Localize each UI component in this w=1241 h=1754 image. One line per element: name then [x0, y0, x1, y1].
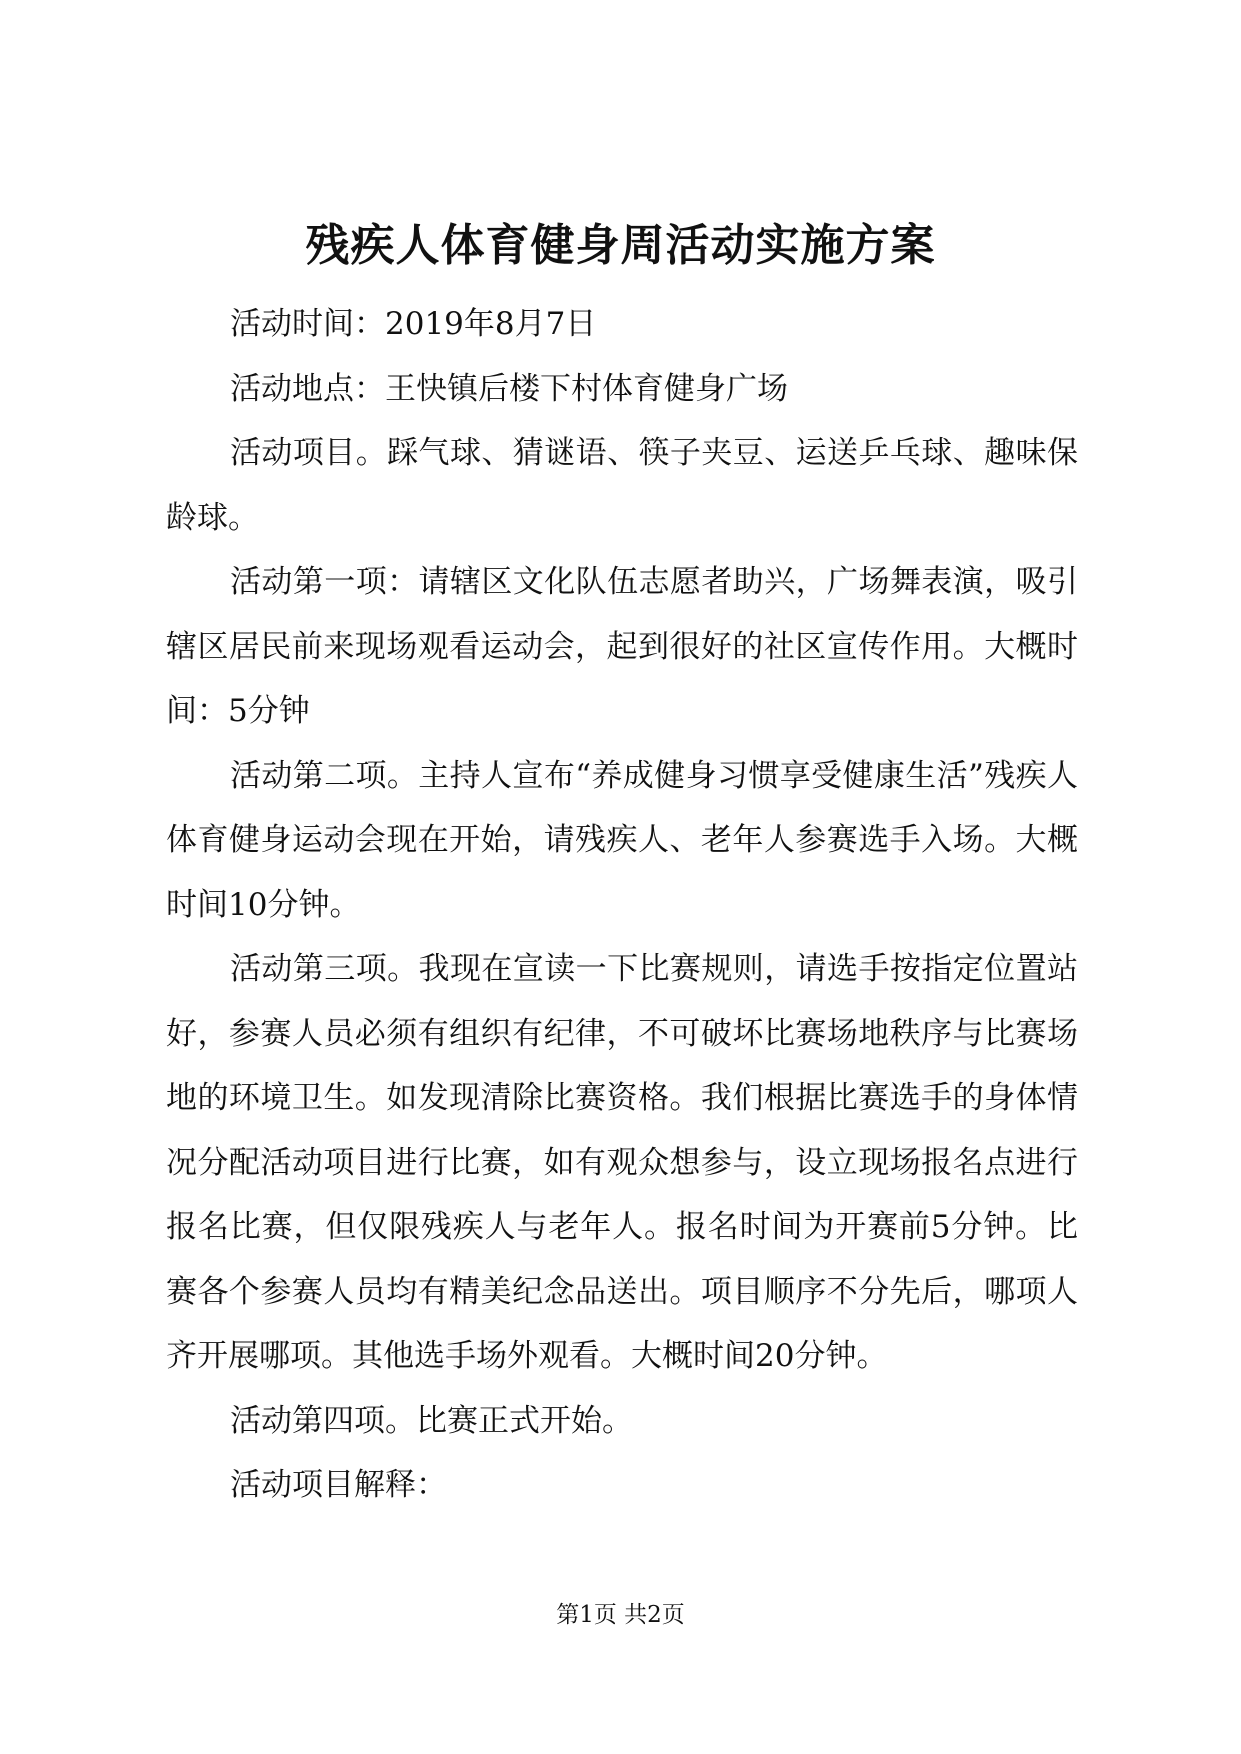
paragraph-activity-step-3: 活动第三项。我现在宣读一下比赛规则，请选手按指定位置站好，参赛人员必须有组织有纪律，不可破坏比赛场地秩序与比赛场地的环境卫生。如发现清除比赛资格。我们根据比赛选手的身体情况分配活动项目进行比赛，如有观众想参与，设立现场报名点进行报名比赛，但仅限残疾人与老年人。报名时间为开赛前5分钟。比赛各个参赛人员均有精美纪念品送出。项目顺序不分先后，哪项人齐开展哪项。其他选手场外观看。大概时间20分钟。: [166, 951, 1078, 1374]
paragraph-activity-step-2: 活动第二项。主持人宣布“养成健身习惯享受健康生活”残疾人体育健身运动会现在开始，请残疾人、老年人参赛选手入场。大概时间10分钟。: [166, 757, 1078, 923]
document-title: 残疾人体育健身周活动实施方案: [305, 220, 936, 271]
paragraph-activity-step-1: 活动第一项：请辖区文化队伍志愿者助兴，广场舞表演，吸引辖区居民前来现场观看运动会，起到很好的社区宣传作用。大概时间：5分钟: [166, 564, 1078, 729]
page-footer: 第1页 共2页: [556, 1602, 685, 1628]
paragraph-activity-items: 活动项目。踩气球、猜谜语、筷子夹豆、运送乒乓球、趣味保龄球。: [166, 435, 1078, 536]
document-body: [166, 292, 1078, 1518]
paragraph-activity-location: 活动地点：王快镇后楼下村体育健身广场: [230, 370, 788, 407]
paragraph-activity-step-4: 活动第四项。比赛正式开始。: [230, 1402, 633, 1439]
paragraph-activity-explanation: 活动项目解释：: [230, 1467, 447, 1503]
paragraph-activity-time: 活动时间：2019年8月7日: [230, 306, 597, 342]
